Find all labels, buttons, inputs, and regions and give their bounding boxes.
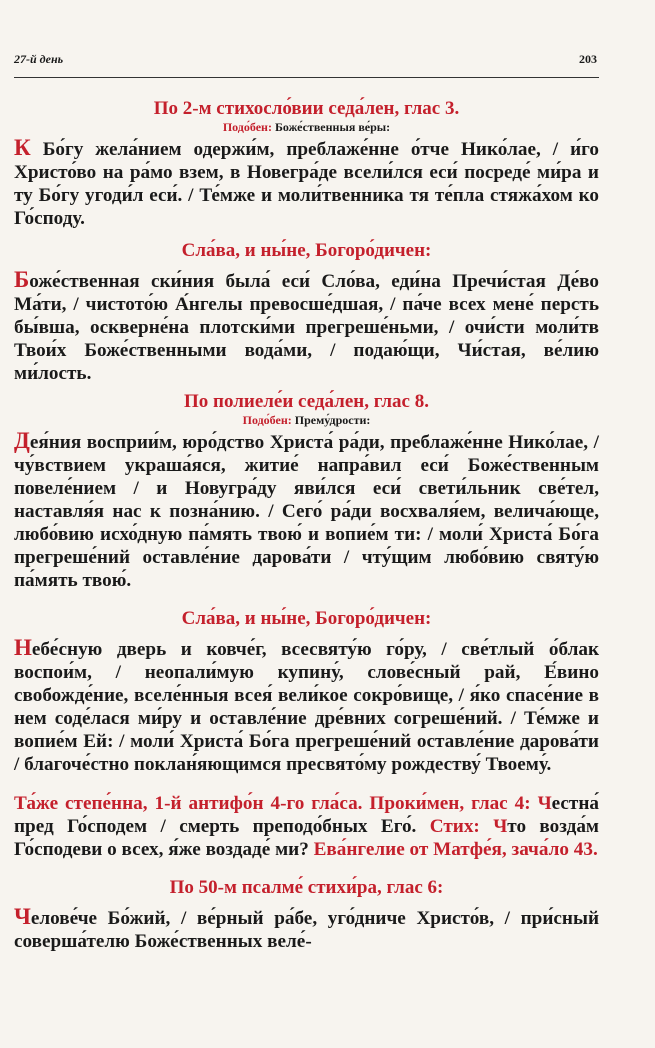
podoben-label: Подо́бен: — [222, 120, 272, 134]
drop-initial: Ч — [14, 904, 31, 929]
bogorodichen-heading-2: Сла́ва, и ны́не, Богоро́дичен: — [181, 608, 432, 629]
paragraph-text: оже́ственная ски́ния была́ еси́ Сло́ва, еди́на Пречи́стая Де́во Ма́ти, / чистото́ю А́нгелы превосше́дшая, / па́че всех мене́ персть бы́вша, оскверне́на плотски́ми прегреше́ньми, / очи́сти моли́тв Твои́х Боже́ственными вода́ми, / подаю́щи, Чи́стая, ве́лию ми́лость. — [14, 271, 599, 384]
polieleos-sedalen-text — [14, 429, 599, 592]
header-rule — [14, 77, 599, 78]
rubric-gospel: Ева́нгелие от Матфе́я, зача́ло 43. — [313, 839, 598, 860]
polieleos-sedalen-heading: По полиеле́и седа́лен, глас 8. — [184, 391, 429, 412]
bogorodichen-text-2 — [14, 636, 599, 776]
drop-initial: Д — [14, 428, 30, 453]
sedalen-text-1 — [14, 136, 599, 230]
stih-text: то возда́м Го́сподеви о всех, я́же воздаде́ ми? — [14, 816, 599, 860]
book-page — [14, 52, 599, 953]
drop-initial: Ч — [493, 816, 508, 837]
running-title: 27-й день — [14, 52, 64, 66]
stichera-text — [14, 905, 599, 953]
podoben-label: Подо́бен: — [242, 413, 292, 427]
drop-initial: К — [14, 135, 31, 160]
paragraph-text: ея́ния восприи́м, юро́дство Христа́ ра́ди, преблаже́нне Нико́лае, / чу́вствием украша́яся, житие́ напра́вил еси́ Боже́ственным повеле́нием / и Новугра́ду яви́лся еси́ свети́льник све́тел, наставля́я нас к позна́нию. / Сего́ ра́ди восхваля́ем, велича́юще, любо́вию исхо́дную па́мять твою́ и вопие́м ти: / моли́ Христа́ Бо́га прегреше́ний оставле́ние дарова́ти / чту́щим любо́вию святу́ю па́мять твою́. — [14, 432, 599, 591]
paragraph-text: ебе́сную дверь и ковче́г, всесвяту́ю го́ру, / све́тлый о́блак воспои́м, / неопали́мую купину́, слове́сный рай, Е́вино свобожде́ние, вселе́нныя всея́ вели́кое сокро́вище, / я́ко спасе́ние в нем соде́лася ми́ру и оставле́ние дре́вних согреше́ний. / Те́мже и вопие́м Ей: / моли́ Христа́ Бо́га прегреше́ний оставле́ние дарова́ти / благоче́стно поклан́яющимся пресвято́му рождеству́ Твоему́. — [14, 639, 599, 775]
podoben-line-2 — [14, 413, 599, 427]
sedalen-heading-1: По 2-м стихосло́вии седа́лен, глас 3. — [153, 98, 460, 119]
running-header — [14, 52, 599, 67]
rubric-stih: Стих: — [429, 816, 494, 837]
page-number: 203 — [579, 52, 597, 66]
drop-initial: Б — [14, 267, 30, 292]
podoben-text: Прему́дрости: — [294, 413, 371, 427]
bogorodichen-text-1 — [14, 268, 599, 385]
drop-initial: Н — [14, 635, 32, 660]
stichera-heading: По 50-м псалме́ стихи́ра, глас 6: — [169, 877, 444, 898]
podoben-line-1 — [14, 120, 599, 134]
podoben-text: Боже́ственныя ве́ры: — [274, 120, 391, 134]
rubric-stepenna: Та́же степе́нна, 1-й антифо́н 4-го гла́са. Проки́мен, глас 4: — [14, 793, 538, 814]
bogorodichen-heading-1: Сла́ва, и ны́не, Богоро́дичен: — [181, 240, 432, 261]
drop-initial: Ч — [537, 793, 552, 814]
paragraph-text: Бо́гу жела́нием одержи́м, преблаже́нне о́тче Нико́лае, / и́го Христо́во на ра́мо взем, в Новегра́де всели́лся еси́ посреде́ ми́ра и ту Бо́гу угоди́л еси́. / Те́мже и моли́твенника тя те́пла стяжа́хом ко Го́споду. — [14, 139, 599, 229]
stepenna-prokimen-text — [14, 792, 599, 861]
paragraph-text: елове́че Бо́жий, / ве́рный ра́бе, уго́дниче Христо́в, / при́сный соверша́телю Боже́ственных веле́- — [14, 908, 599, 952]
prokimen-text: естна́ пред Го́сподем / смерть преподо́бных Его́. — [14, 793, 599, 837]
